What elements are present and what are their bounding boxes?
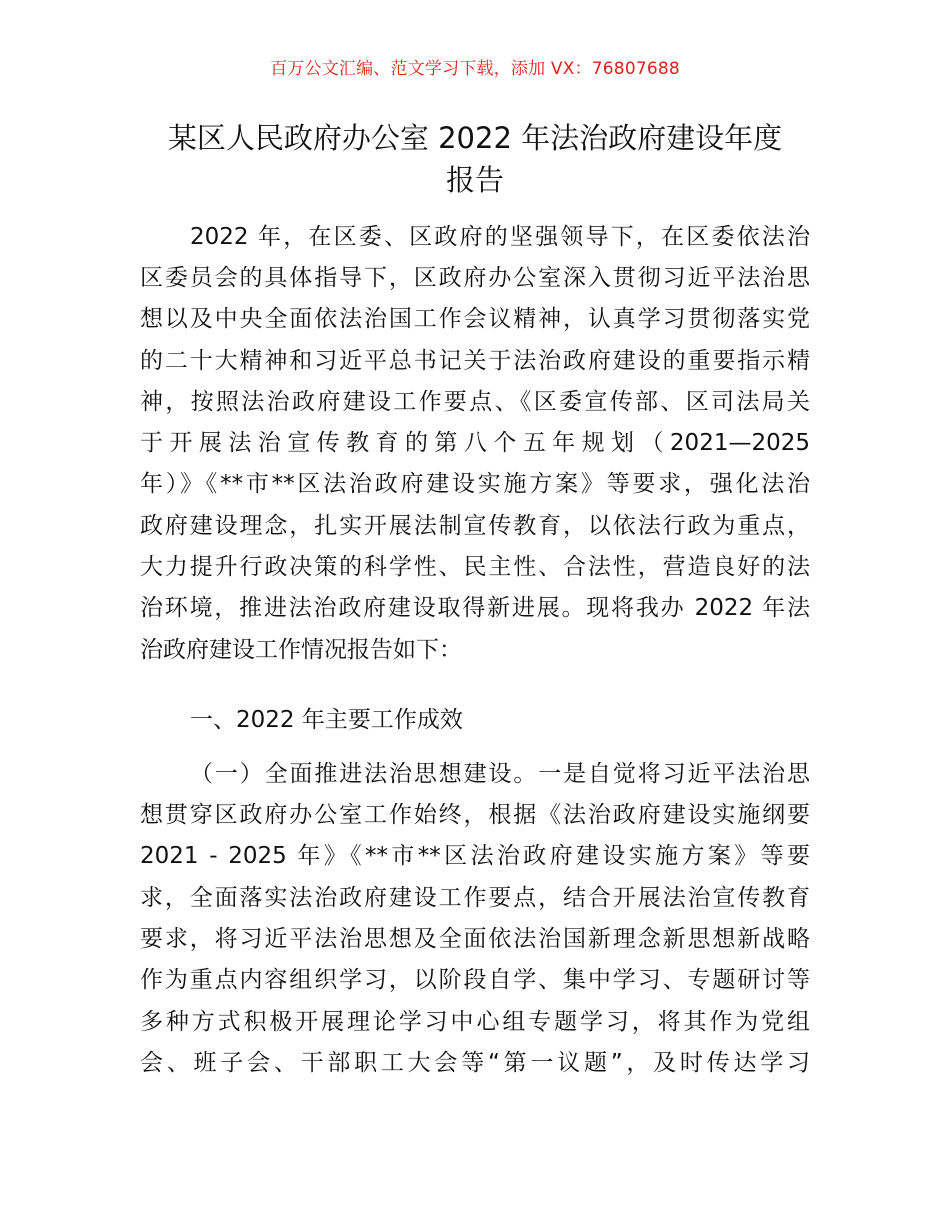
body-line: 神，按照法治政府建设工作要点、《区委宣传部、区司法局关 bbox=[140, 389, 810, 415]
body-line: 多种方式积极开展理论学习中心组专题学习，将其作为党组 bbox=[140, 1009, 810, 1035]
body-line: 要求，将习近平法治思想及全面依法治国新理念新思想新战略 bbox=[140, 926, 810, 952]
body-line: 2021 - 2025 年》《**市**区法治政府建设实施方案》等要 bbox=[140, 843, 810, 869]
body-line: （一）全面推进法治思想建设。一是自觉将习近平法治思 bbox=[190, 761, 810, 787]
header-banner: 百万公文汇编、范文学习下载，添加 VX：76807688 bbox=[270, 59, 680, 79]
body-line: 作为重点内容组织学习，以阶段自学、集中学习、专题研讨等 bbox=[140, 967, 810, 993]
body-line: 的二十大精神和习近平总书记关于法治政府建设的重要指示精 bbox=[140, 348, 810, 374]
body-line: 求，全面落实法治政府建设工作要点，结合开展法治宣传教育 bbox=[140, 885, 810, 911]
document-title-line-2: 报告 bbox=[445, 163, 504, 197]
body-line: 大力提升行政决策的科学性、民主性、合法性，营造良好的法 bbox=[140, 554, 810, 580]
body-line: 政府建设理念，扎实开展法制宣传教育，以依法行政为重点， bbox=[140, 513, 810, 539]
body-line: 2022 年，在区委、区政府的坚强领导下，在区委依法治 bbox=[190, 224, 810, 250]
body-line: 治环境，推进法治政府建设取得新进展。现将我办 2022 年法 bbox=[140, 595, 810, 621]
body-line: 想以及中央全面依法治国工作会议精神，认真学习贯彻落实党 bbox=[140, 306, 810, 332]
body-line: 区委员会的具体指导下，区政府办公室深入贯彻习近平法治思 bbox=[140, 265, 810, 291]
body-line: 年）》《**市**区法治政府建设实施方案》等要求，强化法治 bbox=[140, 471, 810, 497]
body-line: 于开展法治宣传教育的第八个五年规划（2021—2025 bbox=[140, 430, 810, 456]
body-line: 治政府建设工作情况报告如下： bbox=[140, 637, 462, 663]
section-heading: 一、2022 年主要工作成效 bbox=[190, 707, 463, 733]
body-line: 会、班子会、干部职工大会等“第一议题”，及时传达学习 bbox=[140, 1050, 810, 1076]
document-title-line-1: 某区人民政府办公室 2022 年法治政府建设年度 bbox=[167, 121, 783, 155]
body-line: 想贯穿区政府办公室工作始终，根据《法治政府建设实施纲要 bbox=[140, 802, 810, 828]
